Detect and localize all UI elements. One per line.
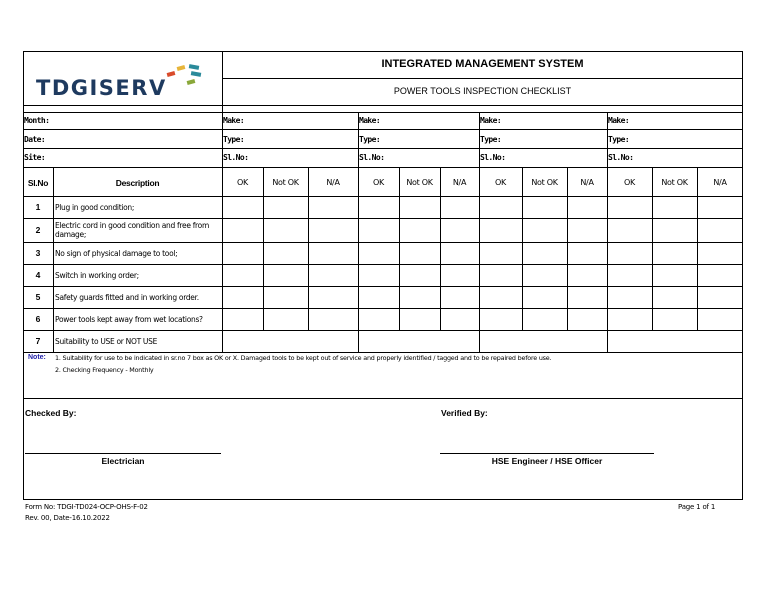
item-number: 7 xyxy=(35,336,41,346)
item-number: 1 xyxy=(35,202,41,212)
type-label-4: Type: xyxy=(608,135,630,144)
page-number: Page 1 of 1 xyxy=(678,503,716,511)
col-not-ok-1: Not OK xyxy=(272,178,299,187)
col-ok-3: OK xyxy=(495,178,506,187)
item-description: Plug in good condition; xyxy=(55,203,135,212)
electrician-label: Electrician xyxy=(101,456,145,466)
item-description: Power tools kept away from wet locations? xyxy=(55,315,203,324)
type-label-2: Type: xyxy=(359,135,381,144)
slno-label-1: Sl.No: xyxy=(223,153,249,162)
item-description: Switch in working order; xyxy=(55,271,139,280)
note-line-1: 1. Suitability for use to be indicated in sr.no 7 box as OK or X. Damaged tools to be kept out of service and properly identified / tagged and to be repaired before use. xyxy=(55,354,552,362)
col-na-4: N/A xyxy=(713,178,727,187)
item-description: Electric cord in good condition and free from damage; xyxy=(55,221,209,239)
col-not-ok-4: Not OK xyxy=(661,178,688,187)
make-label-4: Make: xyxy=(608,116,630,125)
verified-by-label: Verified By: xyxy=(441,408,488,418)
item-description: Suitability to USE or NOT USE xyxy=(55,337,158,346)
hse-signature-line xyxy=(440,453,654,454)
note-label: Note: xyxy=(28,354,46,361)
make-label-2: Make: xyxy=(359,116,381,125)
date-label: Date: xyxy=(24,135,46,144)
col-na-2: N/A xyxy=(452,178,467,187)
checked-by-label: Checked By: xyxy=(25,408,77,418)
item-number: 2 xyxy=(35,225,41,235)
col-not-ok-3: Not OK xyxy=(531,178,558,187)
type-label-1: Type: xyxy=(223,135,245,144)
logo-wordmark: TDGISERV xyxy=(36,76,167,100)
slno-header: Sl.No xyxy=(27,178,49,188)
site-label: Site: xyxy=(24,153,46,162)
col-ok-2: OK xyxy=(373,178,384,187)
description-header: Description xyxy=(115,178,160,188)
item-number: 6 xyxy=(35,314,41,324)
item-number: 4 xyxy=(35,270,41,280)
electrician-signature-line xyxy=(25,453,221,454)
item-number: 3 xyxy=(35,248,41,258)
note-line-2: 2. Checking Frequency - Monthly xyxy=(55,366,154,374)
type-label-3: Type: xyxy=(480,135,502,144)
slno-label-4: Sl.No: xyxy=(608,153,634,162)
slno-label-3: Sl.No: xyxy=(480,153,506,162)
month-label: Month: xyxy=(24,116,50,125)
document-subtitle: POWER TOOLS INSPECTION CHECKLIST xyxy=(393,86,572,96)
revision-info: Rev. 00, Date-16.10.2022 xyxy=(25,514,110,522)
hse-officer-label: HSE Engineer / HSE Officer xyxy=(491,456,603,466)
col-not-ok-2: Not OK xyxy=(406,178,433,187)
item-number: 5 xyxy=(35,292,41,302)
col-ok-4: OK xyxy=(624,178,635,187)
col-na-3: N/A xyxy=(580,178,594,187)
make-label-3: Make: xyxy=(480,116,502,125)
item-description: Safety guards fitted and in working order. xyxy=(55,293,199,302)
document-title: INTEGRATED MANAGEMENT SYSTEM xyxy=(381,58,584,70)
col-ok-1: OK xyxy=(237,178,248,187)
col-na-1: N/A xyxy=(326,178,340,187)
logo-mark-icon xyxy=(165,60,215,90)
form-number: Form No: TDGI-TD024-OCP-OHS-F-02 xyxy=(25,503,148,511)
slno-label-2: Sl.No: xyxy=(359,153,385,162)
make-label-1: Make: xyxy=(223,116,245,125)
item-description: No sign of physical damage to tool; xyxy=(55,249,178,258)
